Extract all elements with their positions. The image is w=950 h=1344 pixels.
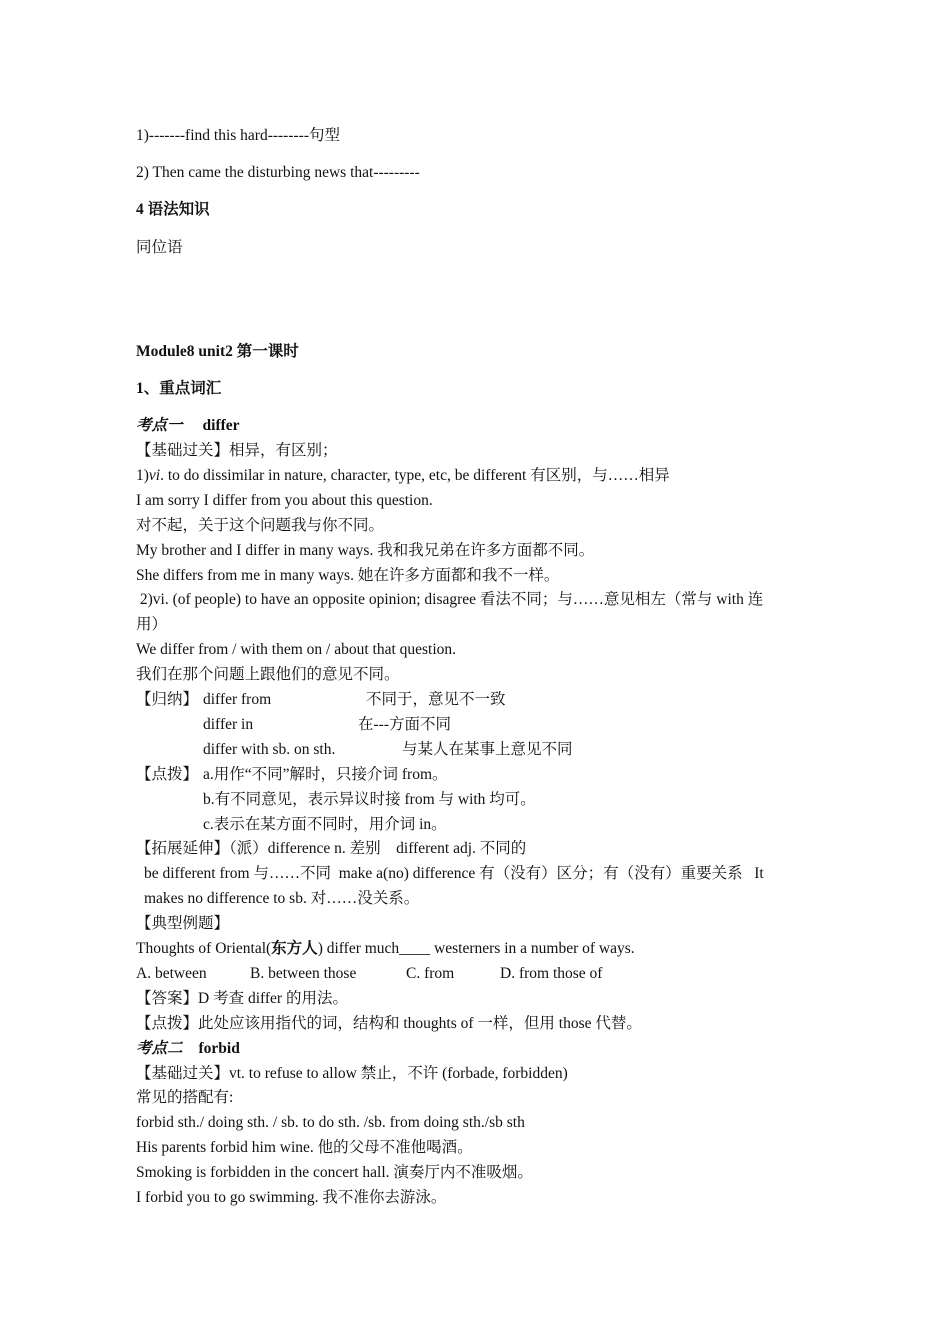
point1-definition-1 (136, 465, 670, 487)
summary-meaning: 在---方面不同 (358, 716, 451, 733)
point1-heading (136, 415, 240, 437)
def1-number: 1) (136, 467, 149, 484)
summary-phrase: differ from (203, 691, 272, 708)
tip-item: a.用作“不同”解时，只接介词 from。 (203, 766, 448, 783)
point2-basic: 【基础过关】vt. to refuse to allow 禁止，不许 (forbade, forbidden) (136, 1065, 568, 1082)
grammar-heading: 4 语法知识 (136, 201, 210, 218)
collocation-heading: 常见的搭配有: (136, 1089, 234, 1106)
answer-tip: 【点拨】此处应该用指代的词，结构和 thoughts of 一样，但用 those 代替。 (136, 1015, 642, 1032)
point1-example-4-en: We differ from / with them on / about that question. (136, 641, 457, 658)
option-d: D. from those of (500, 965, 603, 982)
point2-example-2: Smoking is forbidden in the concert hall. 演奏厅内不准吸烟。 (136, 1164, 533, 1181)
sentence-pattern-2: 2) Then came the disturbing news that--------- (136, 164, 420, 181)
point1-basic: 【基础过关】相异，有区别； (136, 442, 338, 459)
option-a: A. between (136, 965, 207, 982)
point1-example-3: She differs from me in many ways. 她在许多方面都和我不一样。 (136, 567, 560, 584)
extension-line-1: 【拓展延伸】（派）difference n. 差别 different adj. 不同的 (136, 840, 527, 857)
def1-pos: vi (148, 467, 161, 484)
point1-word: differ (202, 417, 240, 434)
def1-text: . to do dissimilar in nature, character, type, etc, be different 有区别，与……相异 (160, 467, 670, 484)
point1-example-2: My brother and I differ in many ways. 我和我兄弟在许多方面都不同。 (136, 542, 595, 559)
option-b: B. between those (250, 965, 357, 982)
summary-meaning: 不同于，意见不一致 (366, 691, 506, 708)
example-question (136, 938, 635, 960)
tip-item: c.表示在某方面不同时，用介词 in。 (203, 816, 447, 833)
point2-example-1: His parents forbid him wine. 他的父母不准他喝酒。 (136, 1139, 473, 1156)
extension-line-3: makes no difference to sb. 对……没关系。 (144, 890, 420, 907)
point2-example-3: I forbid you to go swimming. 我不准你去游泳。 (136, 1189, 447, 1206)
point2-label: 考点二 (136, 1040, 183, 1057)
point1-example-1-en: I am sorry I differ from you about this question. (136, 492, 433, 509)
point1-definition-2-line2: 用） (136, 616, 168, 633)
point2-heading (136, 1038, 240, 1060)
option-c: C. from (406, 965, 455, 982)
question-highlight: 东方人 (271, 940, 318, 957)
point1-label: 考点一 (136, 417, 183, 434)
example-tag: 【典型例题】 (136, 915, 230, 932)
answer: 【答案】D 考查 differ 的用法。 (136, 990, 348, 1007)
summary-tag: 【归纳】 (136, 691, 199, 708)
summary-phrase: differ with sb. on sth. (203, 741, 336, 758)
summary-phrase: differ in (203, 716, 254, 733)
question-text: Thoughts of Oriental( (136, 940, 272, 957)
tip-item: b.有不同意见，表示异议时接 from 与 with 均可。 (203, 791, 536, 808)
grammar-item: 同位语 (136, 239, 183, 256)
tip-tag: 【点拨】 (136, 766, 199, 783)
point1-definition-2-line1: 2)vi. (of people) to have an opposite opinion; disagree 看法不同；与……意见相左（常与 with 连 (136, 591, 764, 608)
section-heading-vocab: 1、重点词汇 (136, 380, 222, 397)
point2-word: forbid (198, 1040, 240, 1057)
point1-example-4-cn: 我们在那个问题上跟他们的意见不同。 (136, 666, 400, 683)
collocation: forbid sth./ doing sth. / sb. to do sth. /sb. from doing sth./sb sth (136, 1114, 525, 1131)
question-text: ) differ much____ westerners in a number of ways. (317, 940, 635, 957)
summary-meaning: 与某人在某事上意见不同 (402, 741, 573, 758)
point1-example-1-cn: 对不起，关于这个问题我与你不同。 (136, 517, 385, 534)
lesson-title: Module8 unit2 第一课时 (136, 343, 299, 360)
extension-line-2: be different from 与……不同 make a(no) difference 有（没有）区分；有（没有）重要关系 It (144, 865, 764, 882)
sentence-pattern-1: 1)-------find this hard--------句型 (136, 127, 340, 144)
